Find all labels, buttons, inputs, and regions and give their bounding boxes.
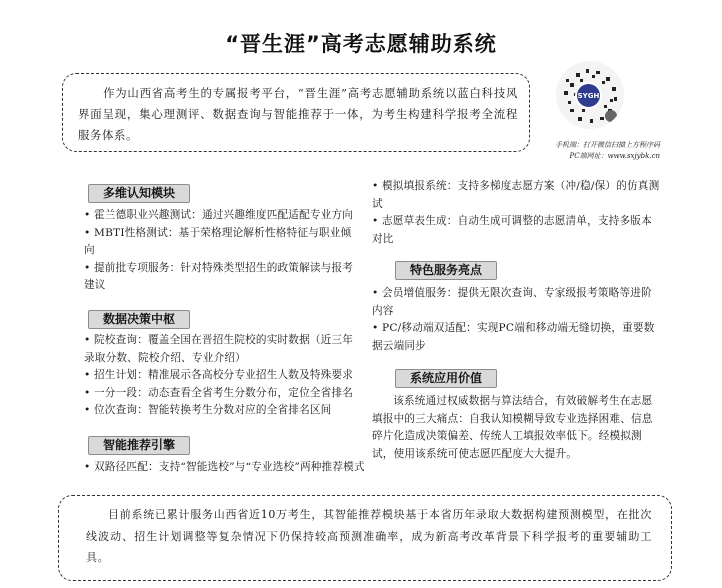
list-item: • 位次查询：智能转换考生分数对应的全省排名区间 [84,404,332,416]
list-item: • 一分一段：动态查看全省考生分数分布，定位全省排名 [84,386,354,399]
page-title: “晋生涯”高考志愿辅助系统 [225,32,497,56]
section-heading-data-hub: 数据决策中枢 [88,310,190,329]
list-item: • MBTI性格测试：基于荣格理论解析性格特征与职业倾向 [84,226,352,256]
section-heading-features: 特色服务亮点 [395,261,497,280]
list-item: • 院校查询：覆盖全国在晋招生院校的实时数据（近三年录取分数、院校介绍、专业介绍） [84,334,354,364]
right-top-list [372,178,662,248]
section-heading-value: 系统应用价值 [395,369,497,388]
summary-paragraph: 目前系统已累计服务山西省近10万考生，其智能推荐模块基于本省历年录取大数据构建预测模型，在批次线波动、招生计划调整等复杂情况下仍保持较高预测准确率，成为新高考改革背景下科学报考的重要辅助工具。 [86,508,652,564]
qr-caption [530,140,660,162]
list-item: • 双路径匹配：支持“智能选校”与“专业选校”两种推荐模式 [84,461,365,473]
section-heading-cognition: 多维认知模块 [88,184,190,203]
intro-paragraph: 作为山西省高考生的专属报考平台，“晋生涯”高考志愿辅助系统以蓝白科技风界面呈现，集心理测评、数据查询与智能推荐于一体，为考生构建科学报考全流程服务体系。 [78,86,518,142]
list-item: • 模拟填报系统：支持多梯度志愿方案（冲/稳/保）的仿真测试 [372,180,660,210]
section-heading-engine: 智能推荐引擎 [88,436,190,455]
list-item: • 志愿草表生成：自动生成可调整的志愿清单，支持多版本对比 [372,215,652,245]
data-hub-list [84,332,356,420]
list-item: • 提前批专项服务：针对特殊类型招生的政策解读与报考建议 [84,261,354,291]
value-paragraph: 该系统通过权威数据与算法结合，有效破解考生在志愿填报中的三大痛点：自我认知模糊导致专业选择困难、信息碎片化造成决策偏差、传统人工填报效率低下。经模拟测试，使用该系统可使志愿匹配度大大提升。 [372,395,653,460]
qr-caption-line: PC端网址：www.sxjybk.cn [569,152,660,160]
list-item: • 招生计划：精准展示各高校分专业招生人数及特殊要求 [84,369,354,381]
engine-list [84,459,374,477]
list-item: • 霍兰德职业兴趣测试：通过兴趣维度匹配适配专业方向 [84,209,354,221]
list-item: • PC/移动端双适配：实现PC端和移动端无缝切换，重要数据云端同步 [372,322,655,352]
features-list [372,285,662,355]
qr-caption-line: 手机端：打开微信扫描上方程序码 [555,141,660,149]
cognition-list [84,207,356,295]
list-item: • 会员增值服务：提供无限次查询、专家级报考策略等进阶内容 [372,287,652,317]
sygh-logo-icon: SYGH [575,82,602,109]
